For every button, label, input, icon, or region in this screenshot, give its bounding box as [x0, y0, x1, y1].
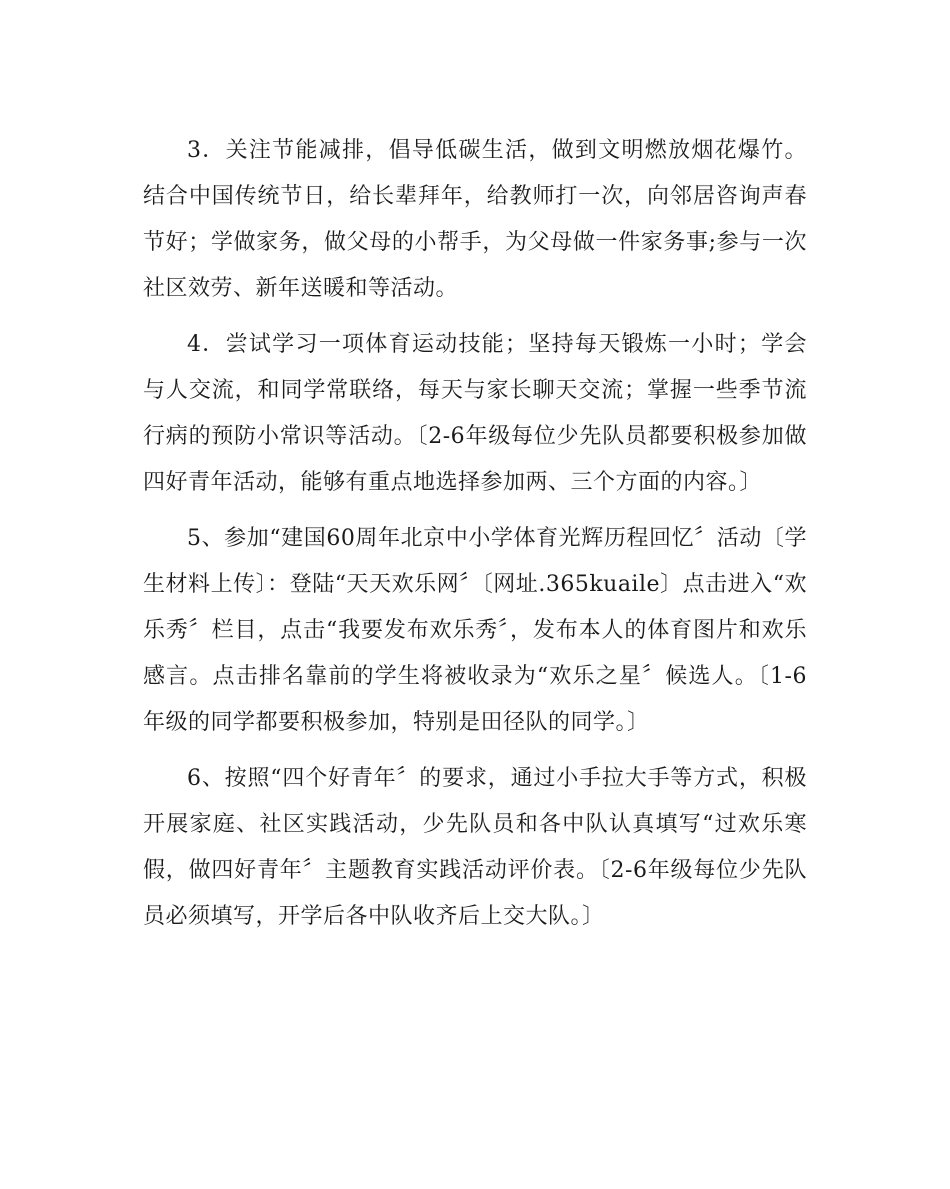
paragraph-item-4: 4．尝试学习一项体育运动技能；坚持每天锻炼一小时；学会与人交流，和同学常联络，每天与家长聊天交流；掌握一些季节流行病的预防小常识等活动。〔2-6年级每位少先队员都要积极参加做四好青年活动，能够有重点地选择参加两、三个方面的内容。〕 [143, 332, 807, 495]
paragraph-item-6: 6、按照“四个好青年〞的要求，通过小手拉大手等方式，积极开展家庭、社区实践活动，少先队员和各中队认真填写“过欢乐寒假，做四好青年〞主题教育实践活动评价表。〔2-6年级每位少先队员必须填写，开学后各中队收齐后上交大队。〕 [143, 766, 807, 929]
paragraph-item-5: 5、参加“建国60周年北京中小学体育光辉历程回忆〞活动〔学生材料上传〕：登陆“天天欢乐网〞〔网址.365kuaile〕点击进入“欢乐秀〞栏目，点击“我要发布欢乐秀〞，发布本人的体育图片和欢乐感言。点击排名靠前的学生将被收录为“欢乐之星〞候选人。〔1-6年级的同学都要积极参加，特别是田径队的同学。〕 [143, 526, 807, 735]
paragraph-item-3: 3．关注节能减排，倡导低碳生活，做到文明燃放烟花爆竹。结合中国传统节日，给长辈拜年，给教师打一次，向邻居咨询声春节好；学做家务，做父母的小帮手，为父母做一件家务事;参与一次社区效劳、新年送暖和等活动。 [143, 138, 807, 301]
document-body [143, 128, 807, 950]
